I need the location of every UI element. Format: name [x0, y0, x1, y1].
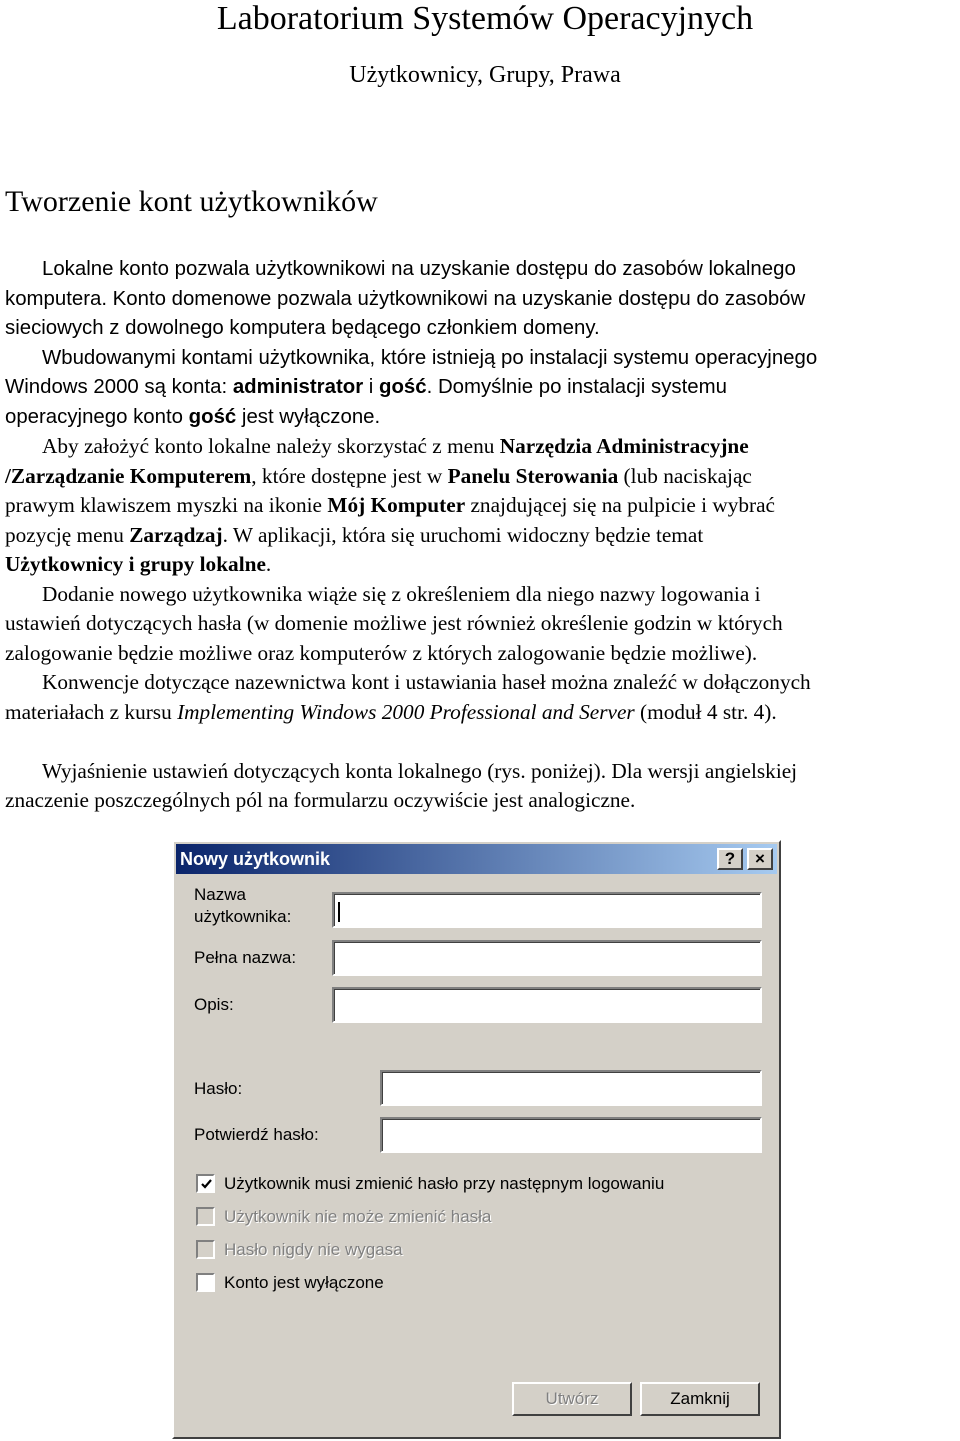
text-span: . Domyślnie po instalacji systemu — [426, 376, 727, 398]
paragraph-2-line-2 — [5, 373, 960, 403]
body-text — [5, 255, 960, 816]
checkbox-label: Konto jest wyłączone — [224, 1273, 384, 1292]
create-button: Utwórz — [512, 1382, 632, 1416]
text-span: Aby założyć konto lokalne należy skorzystać z menu — [42, 434, 500, 458]
check-mark-icon — [199, 1177, 214, 1192]
checkbox-box[interactable] — [196, 1273, 215, 1292]
paragraph-2-line-3 — [5, 403, 960, 433]
term-my-computer: Mój Komputer — [327, 493, 466, 517]
confirm-password-label: Potwierdź hasło: — [194, 1125, 319, 1144]
term-guest: gość — [188, 405, 237, 428]
text-span: pozycję menu — [5, 522, 130, 547]
paragraph-3-line-3 — [5, 491, 960, 521]
document-title: Laboratorium Systemów Operacyjnych — [216, 0, 754, 37]
checkbox-label: Hasło nigdy nie wygasa — [224, 1240, 403, 1259]
paragraph-3-line-4 — [5, 521, 960, 551]
paragraph-1-line-3: sieciowych z dowolnego komputera będącego członkiem domeny. — [5, 317, 600, 339]
paragraph-4-line-3: zalogowanie będzie możliwe oraz komputerów z których zalogowanie będzie możliwe). — [5, 640, 758, 665]
term-manage: Zarządzaj — [129, 522, 223, 547]
term-admin-tools: Narzędzia Administracyjne — [499, 434, 749, 458]
dialog-title: Nowy użytkownik — [180, 849, 331, 869]
confirm-password-input[interactable] — [380, 1117, 762, 1153]
paragraph-3-line-1 — [5, 432, 960, 462]
text-span: , które dostępne jest w — [251, 463, 448, 488]
checkbox-box[interactable] — [196, 1174, 215, 1193]
checkbox-box — [196, 1207, 215, 1226]
help-button[interactable]: ? — [717, 848, 743, 870]
username-label-line-2: użytkownika: — [194, 907, 292, 926]
text-span: materiałach z kursu — [5, 699, 178, 724]
term-local-users-groups: Użytkownicy i grupy lokalne — [5, 552, 266, 576]
username-input[interactable] — [332, 892, 762, 928]
paragraph-5-line-1: Konwencje dotyczące nazewnictwa kont i ustawiania haseł można znaleźć w dołączonych — [42, 670, 811, 694]
paragraph-6-line-1: Wyjaśnienie ustawień dotyczących konta lokalnego (rys. poniżej). Dla wersji angielskiej — [42, 758, 798, 783]
paragraph-4-line-1: Dodanie nowego użytkownika wiąże się z określeniem dla niego nazwy logowania i — [42, 581, 761, 606]
fullname-input[interactable] — [332, 940, 762, 976]
text-span: operacyjnego konto — [5, 405, 189, 428]
username-label-line-1: Nazwa — [194, 885, 246, 904]
course-title: Implementing Windows 2000 Professional and Server — [177, 699, 635, 724]
text-span: Windows 2000 są konta: — [5, 376, 233, 398]
paragraph-5-line-2 — [5, 698, 960, 728]
text-span: prawym klawiszem myszki na ikonie — [5, 493, 328, 517]
text-span: (lub naciskając — [618, 463, 752, 488]
paragraph-4-line-2: ustawień dotyczących hasła (w domenie możliwe jest również określenie godzin w których — [5, 611, 783, 635]
dialog-titlebar[interactable] — [176, 844, 777, 874]
term-administrator: administrator — [232, 376, 364, 398]
text-span: (moduł 4 str. 4). — [634, 699, 777, 724]
password-label: Hasło: — [194, 1079, 243, 1098]
fullname-label: Pełna nazwa: — [194, 948, 297, 967]
text-span: i — [363, 376, 380, 398]
text-caret — [338, 902, 340, 922]
checkbox-label: Użytkownik nie może zmienić hasła — [224, 1207, 492, 1226]
term-control-panel: Panelu Sterowania — [447, 463, 619, 488]
checkbox-box — [196, 1240, 215, 1259]
text-span: znajdującej się na pulpicie i wybrać — [465, 493, 776, 517]
description-label: Opis: — [194, 995, 234, 1014]
text-span: . — [265, 552, 272, 576]
paragraph-3-line-2 — [5, 462, 960, 492]
term-guest: gość — [379, 376, 427, 398]
paragraph-6-line-2: znaczenie poszczególnych pól na formularzu oczywiście jest analogiczne. — [5, 788, 636, 812]
document-subtitle: Użytkownicy, Grupy, Prawa — [349, 62, 621, 88]
close-icon[interactable]: × — [747, 848, 773, 870]
description-input[interactable] — [332, 987, 762, 1023]
section-heading: Tworzenie kont użytkowników — [5, 185, 378, 218]
checkbox-label: Użytkownik musi zmienić hasło przy następnym logowaniu — [224, 1174, 665, 1193]
password-input[interactable] — [380, 1070, 762, 1106]
new-user-dialog — [172, 840, 781, 1439]
text-span: jest wyłączone. — [236, 405, 381, 428]
paragraph-3-line-5 — [5, 550, 960, 580]
paragraph-2-line-1: Wbudowanymi kontami użytkownika, które istnieją po instalacji systemu operacyjnego — [42, 346, 818, 369]
text-span: . W aplikacji, która się uruchomi widoczny będzie temat — [222, 522, 704, 547]
close-button[interactable]: Zamknij — [640, 1382, 760, 1416]
term-computer-management: /Zarządzanie Komputerem — [5, 463, 252, 488]
paragraph-1-line-1: Lokalne konto pozwala użytkownikowi na uzyskanie dostępu do zasobów lokalnego — [42, 258, 796, 280]
paragraph-1-line-2: komputera. Konto domenowe pozwala użytkownikowi na uzyskanie dostępu do zasobów — [5, 287, 806, 310]
